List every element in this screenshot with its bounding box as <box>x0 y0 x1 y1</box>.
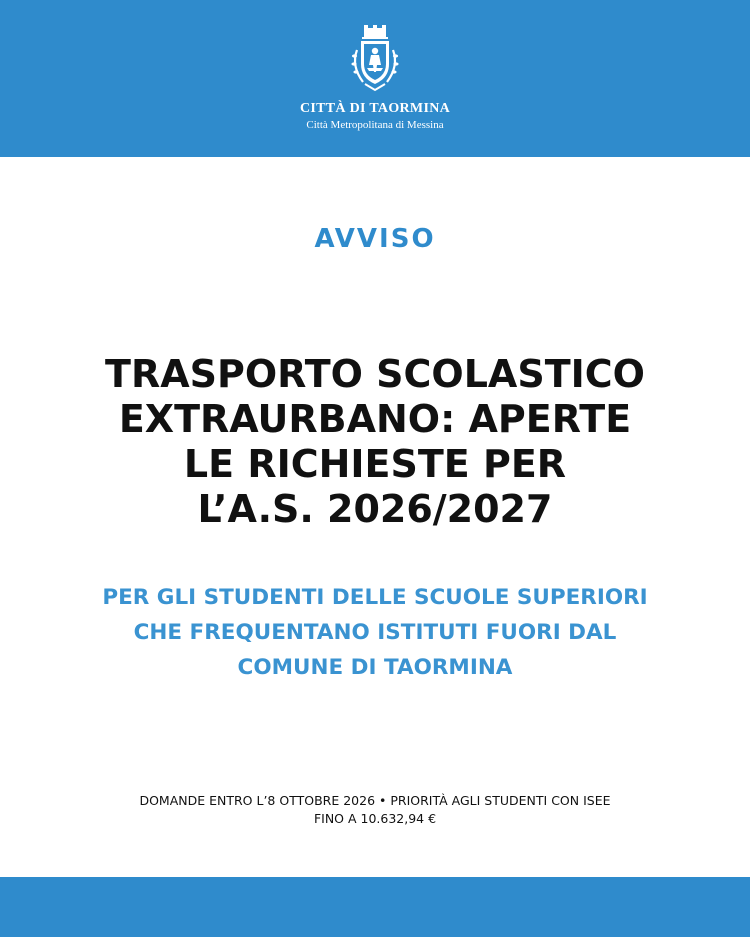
footer-band <box>0 877 750 937</box>
notice-subtitle-line: CHE FREQUENTANO ISTITUTI FUORI DAL <box>133 620 617 645</box>
notice-title-line: TRASPORTO SCOLASTICO <box>105 352 645 396</box>
notice-title-line: LE RICHIESTE PER <box>183 442 567 486</box>
notice-subtitle-line: COMUNE DI TAORMINA <box>237 655 513 680</box>
header-band <box>0 0 750 157</box>
city-subtitle: Città Metropolitana di Messina <box>306 119 444 131</box>
notice-title-line: EXTRAURBANO: APERTE <box>118 397 632 441</box>
notice-label: AVVISO <box>314 224 436 254</box>
city-name: CITTÀ DI TAORMINA <box>299 101 451 116</box>
notice-subtitle <box>40 580 710 685</box>
deadline-note-line: DOMANDE ENTRO L’8 OTTOBRE 2026 • PRIORITÀ AGLI STUDENTI CON ISEE <box>139 793 611 808</box>
deadline-note-line: FINO A 10.632,94 € <box>313 811 437 826</box>
coat-of-arms-icon <box>347 24 403 92</box>
notice-title-line: L’A.S. 2026/2027 <box>197 487 553 531</box>
notice-subtitle-line: PER GLI STUDENTI DELLE SCUOLE SUPERIORI <box>102 585 648 610</box>
deadline-note <box>60 792 690 828</box>
notice-title <box>40 352 710 532</box>
